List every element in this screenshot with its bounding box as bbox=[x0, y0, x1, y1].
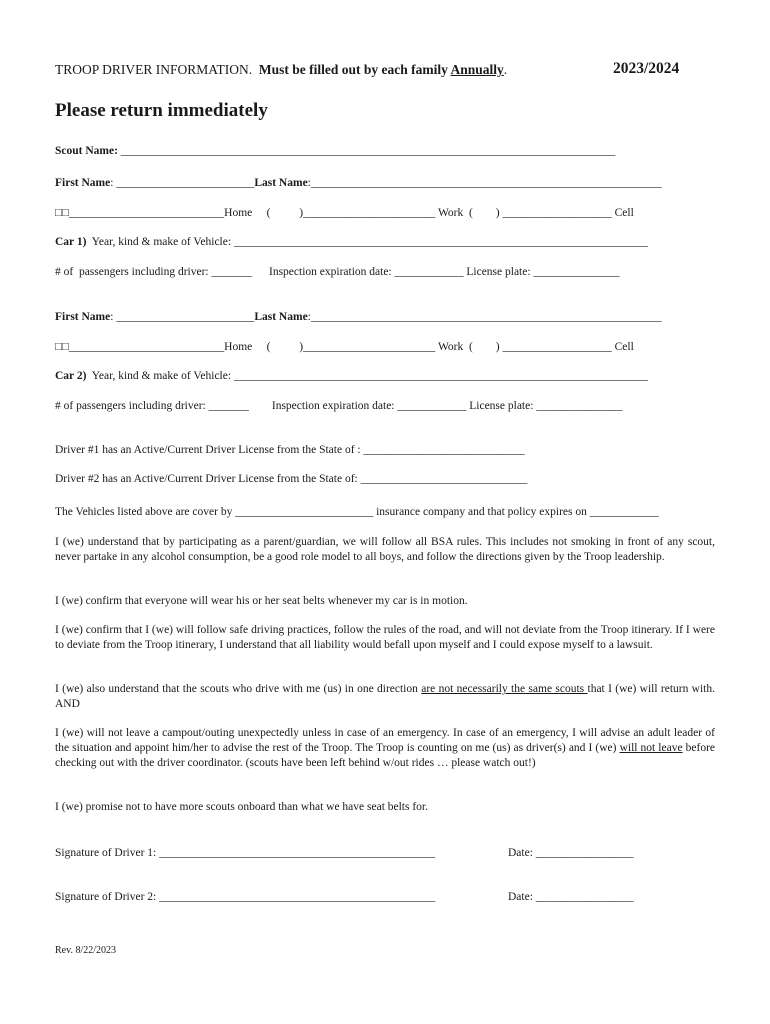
driver1-first-name-line[interactable]: : ________________________ bbox=[110, 177, 255, 189]
scout-name-line[interactable]: ______________________________________________________________________________________ bbox=[117, 145, 616, 157]
driver1-date-field[interactable]: Date: _________________ bbox=[508, 847, 634, 859]
driver2-date-field[interactable]: Date: _________________ bbox=[508, 891, 634, 903]
leave-text-a: I (we) will not leave a campout/outing unexpectedly unless in case of an emergency. In case of an emergency, I will advise an adult leader of the situation and appoint him/her to advise the rest of the Troop. The Troop is counting on me (us) as driver(s) and I (we) bbox=[55, 727, 715, 754]
insurance-row[interactable]: The Vehicles listed above are cover by ________________________ insurance company and that policy expires on ____________ bbox=[55, 506, 659, 518]
leave-text-b: before checking out with the driver coordinator. (scouts have been left behind w/out rides … please watch out!) bbox=[55, 742, 716, 769]
car1-vehicle-line[interactable]: Year, kind & make of Vehicle: ________________________________________________________________________ bbox=[86, 236, 648, 248]
car1-vehicle-row[interactable] bbox=[55, 235, 648, 249]
car2-label: Car 2) bbox=[55, 370, 87, 382]
direction-text-b: that I (we) will return with. AND bbox=[55, 683, 715, 710]
driver2-first-name-label: First Name bbox=[55, 311, 111, 323]
driver1-last-name-label: Last Name bbox=[254, 177, 308, 189]
seatbelt-count-paragraph: I (we) promise not to have more scouts onboard than what we have seat belts for. bbox=[55, 801, 429, 813]
school-year: 2023/2024 bbox=[613, 60, 680, 77]
form-instruction: Must be filled out by each family bbox=[258, 62, 451, 77]
form-instruction-end: . bbox=[503, 62, 508, 77]
driver2-last-name-line[interactable]: :_____________________________________________________________ bbox=[307, 311, 662, 323]
direction-text-a: I (we) also understand that the scouts who drive with me (us) in one direction bbox=[55, 683, 422, 695]
leave-text-underlined: will not leave bbox=[619, 742, 683, 754]
car2-passengers-row[interactable]: # of passengers including driver: _______ Inspection expiration date: ____________ License plate: _______________ bbox=[55, 400, 623, 412]
seatbelt-paragraph: I (we) confirm that everyone will wear his or her seat belts whenever my car is in motion. bbox=[55, 595, 468, 607]
driver2-license-row[interactable]: Driver #2 has an Active/Current Driver License from the State of: _____________________________ bbox=[55, 473, 528, 485]
safe-driving-paragraph: I (we) confirm that I (we) will follow safe driving practices, follow the rules of the road, and will not deviate from the Troop itinerary. If I were to deviate from the Troop itinerary, I understand that all liability would befall upon myself and I could expose myself to a lawsuit. bbox=[55, 624, 715, 651]
page-heading: Please return immediately bbox=[55, 100, 268, 121]
driver2-first-name-line[interactable]: : ________________________ bbox=[110, 311, 255, 323]
driver2-phone-row[interactable]: □□___________________________Home ( )_______________________ Work ( ) ___________________ Cell bbox=[55, 341, 634, 353]
scout-name-field[interactable] bbox=[55, 144, 615, 158]
driver2-name-row[interactable] bbox=[55, 310, 662, 324]
direction-paragraph bbox=[55, 682, 715, 712]
driver1-first-name-label: First Name bbox=[55, 177, 111, 189]
driver1-signature-field[interactable]: Signature of Driver 1: ________________________________________________ bbox=[55, 847, 436, 859]
driver1-last-name-line[interactable]: :_____________________________________________________________ bbox=[307, 177, 662, 189]
form-title: TROOP DRIVER INFORMATION. bbox=[55, 62, 259, 77]
revision-date: Rev. 8/22/2023 bbox=[55, 945, 117, 956]
bsa-rules-paragraph: I (we) understand that by participating as a parent/guardian, we will follow all BSA rules. This includes not smoking in front of any scout, never partake in any alcohol consumption, be a good role model to all boys, and follow the directions given by the Troop leadership. bbox=[55, 536, 715, 563]
direction-text-underlined: are not necessarily the same scouts bbox=[421, 683, 588, 695]
car1-label: Car 1) bbox=[55, 236, 87, 248]
form-header bbox=[55, 63, 507, 77]
driver1-phone-row[interactable]: □□___________________________Home ( )_______________________ Work ( ) ___________________ Cell bbox=[55, 207, 634, 219]
car1-passengers-row[interactable]: # of passengers including driver: _______ Inspection expiration date: ____________ License plate: _______________ bbox=[55, 266, 620, 278]
driver2-last-name-label: Last Name bbox=[254, 311, 308, 323]
car2-vehicle-row[interactable] bbox=[55, 369, 648, 383]
driver1-license-row[interactable]: Driver #1 has an Active/Current Driver License from the State of : ____________________________ bbox=[55, 444, 525, 456]
scout-name-label: Scout Name: bbox=[55, 145, 118, 157]
car2-vehicle-line[interactable]: Year, kind & make of Vehicle: ________________________________________________________________________ bbox=[86, 370, 648, 382]
driver2-signature-field[interactable]: Signature of Driver 2: ________________________________________________ bbox=[55, 891, 436, 903]
form-instruction-annually: Annually bbox=[450, 62, 504, 77]
leave-paragraph bbox=[55, 726, 715, 771]
driver1-name-row[interactable] bbox=[55, 176, 662, 190]
